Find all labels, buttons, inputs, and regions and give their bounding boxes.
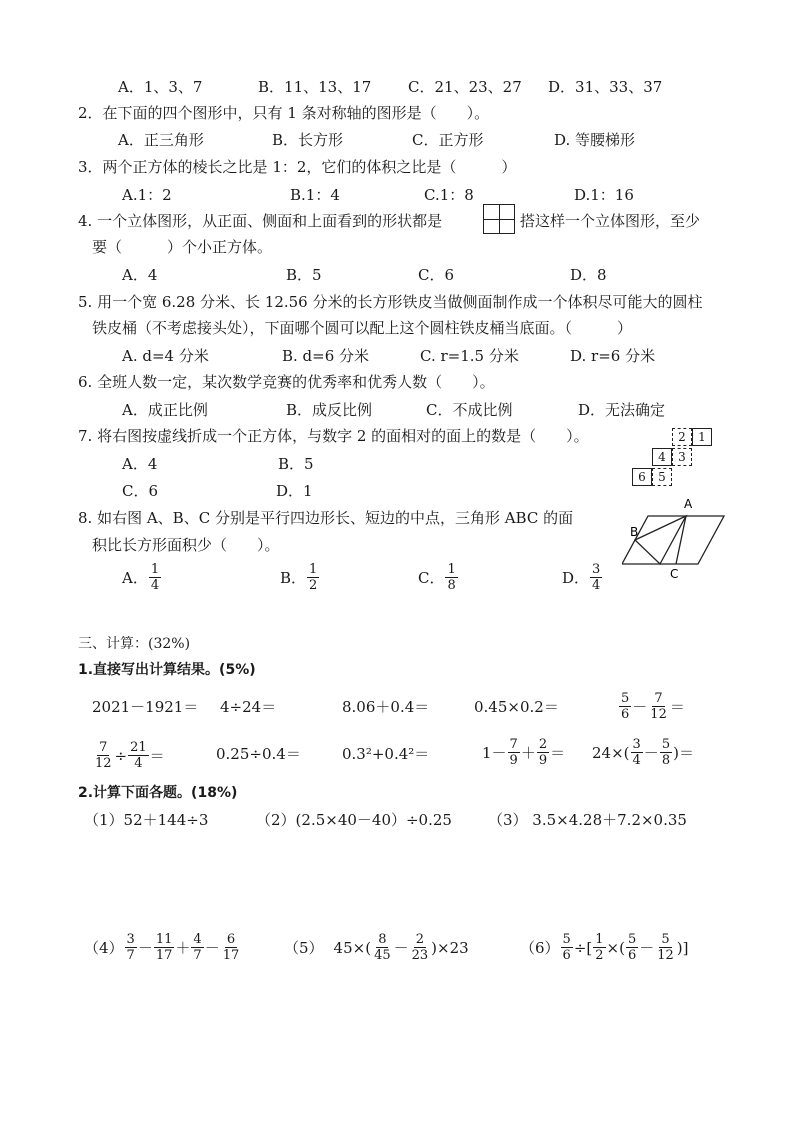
q4-text-c: 要（ ）个小正方体。: [92, 238, 273, 256]
net-cell: 1: [692, 428, 712, 446]
q7-option-d: D．1: [276, 482, 313, 500]
q4-view-shape: [483, 204, 515, 234]
q3-option-c: C.1：8: [424, 186, 474, 204]
q3-option-b: B.1：4: [290, 186, 340, 204]
oral-calc-7: 0.25÷0.4＝: [216, 745, 301, 763]
q3-option-d: D.1：16: [574, 186, 634, 204]
parallelogram-figure: [622, 494, 732, 586]
q5-line2: 铁皮桶（不考虑接头处），下面哪个圆可以配上这个圆柱铁皮桶当底面。（ ）: [92, 319, 633, 337]
q4-option-c: C．6: [418, 266, 455, 284]
q1-option-d: D．31、33、37: [548, 78, 663, 96]
part2-title: 2.计算下面各题。(18%): [78, 785, 238, 801]
net-cell: 4: [652, 448, 672, 466]
q4-text-a: 4. 一个立体图形，从正面、侧面和上面看到的形状都是: [78, 212, 443, 230]
q5-line1: 5. 用一个宽 6.28 分米、长 12.56 分米的长方形铁皮当做侧面制作成一个体积尽可能大的圆柱: [78, 293, 703, 311]
q3-text: 3．两个正方体的棱长之比是 1：2，它们的体积之比是（ ）: [78, 158, 517, 176]
net-cell: 5: [652, 468, 672, 486]
q5-option-b: B. d=6 分米: [282, 347, 370, 365]
q5-option-c: C. r=1.5 分米: [420, 347, 519, 365]
q7-text: 7. 将右图按虚线折成一个正方体，与数字 2 的面相对的面上的数是（ ）。: [78, 427, 589, 445]
q6-option-d: D．无法确定: [578, 401, 666, 419]
label-b: B: [630, 525, 639, 539]
oral-calc-3: 8.06＋0.4＝: [342, 698, 430, 716]
q5-option-a: A. d=4 分米: [122, 347, 209, 365]
q1-option-c: C．21、23、27: [408, 78, 522, 96]
q5-option-d: D. r=6 分米: [570, 347, 656, 365]
oral-calc-10: 24×( $\frac{3}{4}$ － $\frac{5}{8}$ )＝: [592, 737, 694, 768]
label-c: C: [670, 567, 679, 581]
q6-option-b: B．成反比例: [286, 401, 373, 419]
oral-calc-1: 2021－1921＝: [92, 698, 199, 716]
q8-option-c: C． $\frac{1}{8}$: [418, 562, 456, 593]
q2-option-c: C．正方形: [412, 131, 484, 149]
q6-option-a: A．成正比例: [122, 401, 208, 419]
q2-text: 2．在下面的四个图形中，只有 1 条对称轴的图形是（ ）。: [78, 104, 490, 122]
q4-text-b: 搭这样一个立体图形，至少: [520, 212, 701, 230]
q7-option-a: A．4: [122, 455, 158, 473]
calc-problem-4: （4） $\frac{3}{7}$ － $\frac{11}{17}$ ＋ $\frac{4}{7}$ － $\frac{6}{17}$: [84, 932, 240, 963]
q8-line2: 积比长方形面积少（ ）。: [92, 536, 280, 554]
net-cell: 3: [672, 448, 692, 466]
q7-option-c: C．6: [122, 482, 159, 500]
q8-option-a: A． $\frac{1}{4}$: [122, 562, 160, 593]
q1-option-a: A．1、3、7: [118, 78, 203, 96]
q1-option-b: B．11、13、17: [258, 78, 372, 96]
q6-text: 6. 全班人数一定，某次数学竞赛的优秀率和优秀人数（ ）。: [78, 373, 495, 391]
net-cell: 2: [672, 428, 692, 446]
oral-calc-5: $\frac{5}{6}$ － $\frac{7}{12}$ ＝: [621, 691, 685, 722]
q2-option-b: B．长方形: [272, 131, 344, 149]
triangle-abc: [635, 516, 686, 564]
q3-option-a: A.1：2: [122, 186, 172, 204]
calc-problem-5: （5） 45×( $\frac{8}{45}$ － $\frac{2}{23}$ )×23: [284, 932, 469, 963]
calc-problem-1: （1）52＋144÷3: [84, 811, 209, 829]
q4-option-d: D．8: [570, 266, 607, 284]
q7-option-b: B．5: [278, 455, 314, 473]
q4-option-a: A．4: [122, 266, 158, 284]
rectangle-edge: [676, 516, 686, 564]
q8-option-b: B． $\frac{1}{2}$: [280, 562, 318, 593]
q2-option-a: A．正三角形: [118, 131, 204, 149]
part1-title: 1.直接写出计算结果。(5%): [78, 662, 256, 678]
q6-option-c: C．不成比例: [426, 401, 513, 419]
label-a: A: [684, 497, 693, 511]
oral-calc-6: $\frac{7}{12}$ ÷ $\frac{21}{4}$ ＝: [95, 740, 165, 771]
q4-option-b: B．5: [286, 266, 322, 284]
calc-problem-3: （3） 3.5×4.28＋7.2×0.35: [488, 811, 687, 829]
q8-option-d: D． $\frac{3}{4}$: [562, 562, 601, 593]
cube-net-figure: [620, 424, 720, 490]
oral-calc-9: 1－ $\frac{7}{9}$ ＋ $\frac{2}{9}$ ＝: [482, 737, 566, 768]
net-cell: 6: [632, 468, 652, 486]
q8-line1: 8. 如右图 A、B、C 分别是平行四边形长、短边的中点，三角形 ABC 的面: [78, 509, 574, 527]
oral-calc-2: 4÷24＝: [220, 698, 277, 716]
calc-problem-2: （2）(2.5×40－40）÷0.25: [256, 811, 452, 829]
oral-calc-4: 0.45×0.2＝: [474, 698, 559, 716]
q2-option-d: D. 等腰梯形: [554, 131, 636, 149]
calc-problem-6: （6） $\frac{5}{6}$ ÷[ $\frac{1}{2}$ ×( $\frac{5}{6}$ － $\frac{5}{12}$ )]: [520, 932, 689, 963]
oral-calc-8: 0.3²+0.4²＝: [342, 745, 430, 763]
section3-title: 三、计算：(32%): [78, 636, 191, 652]
